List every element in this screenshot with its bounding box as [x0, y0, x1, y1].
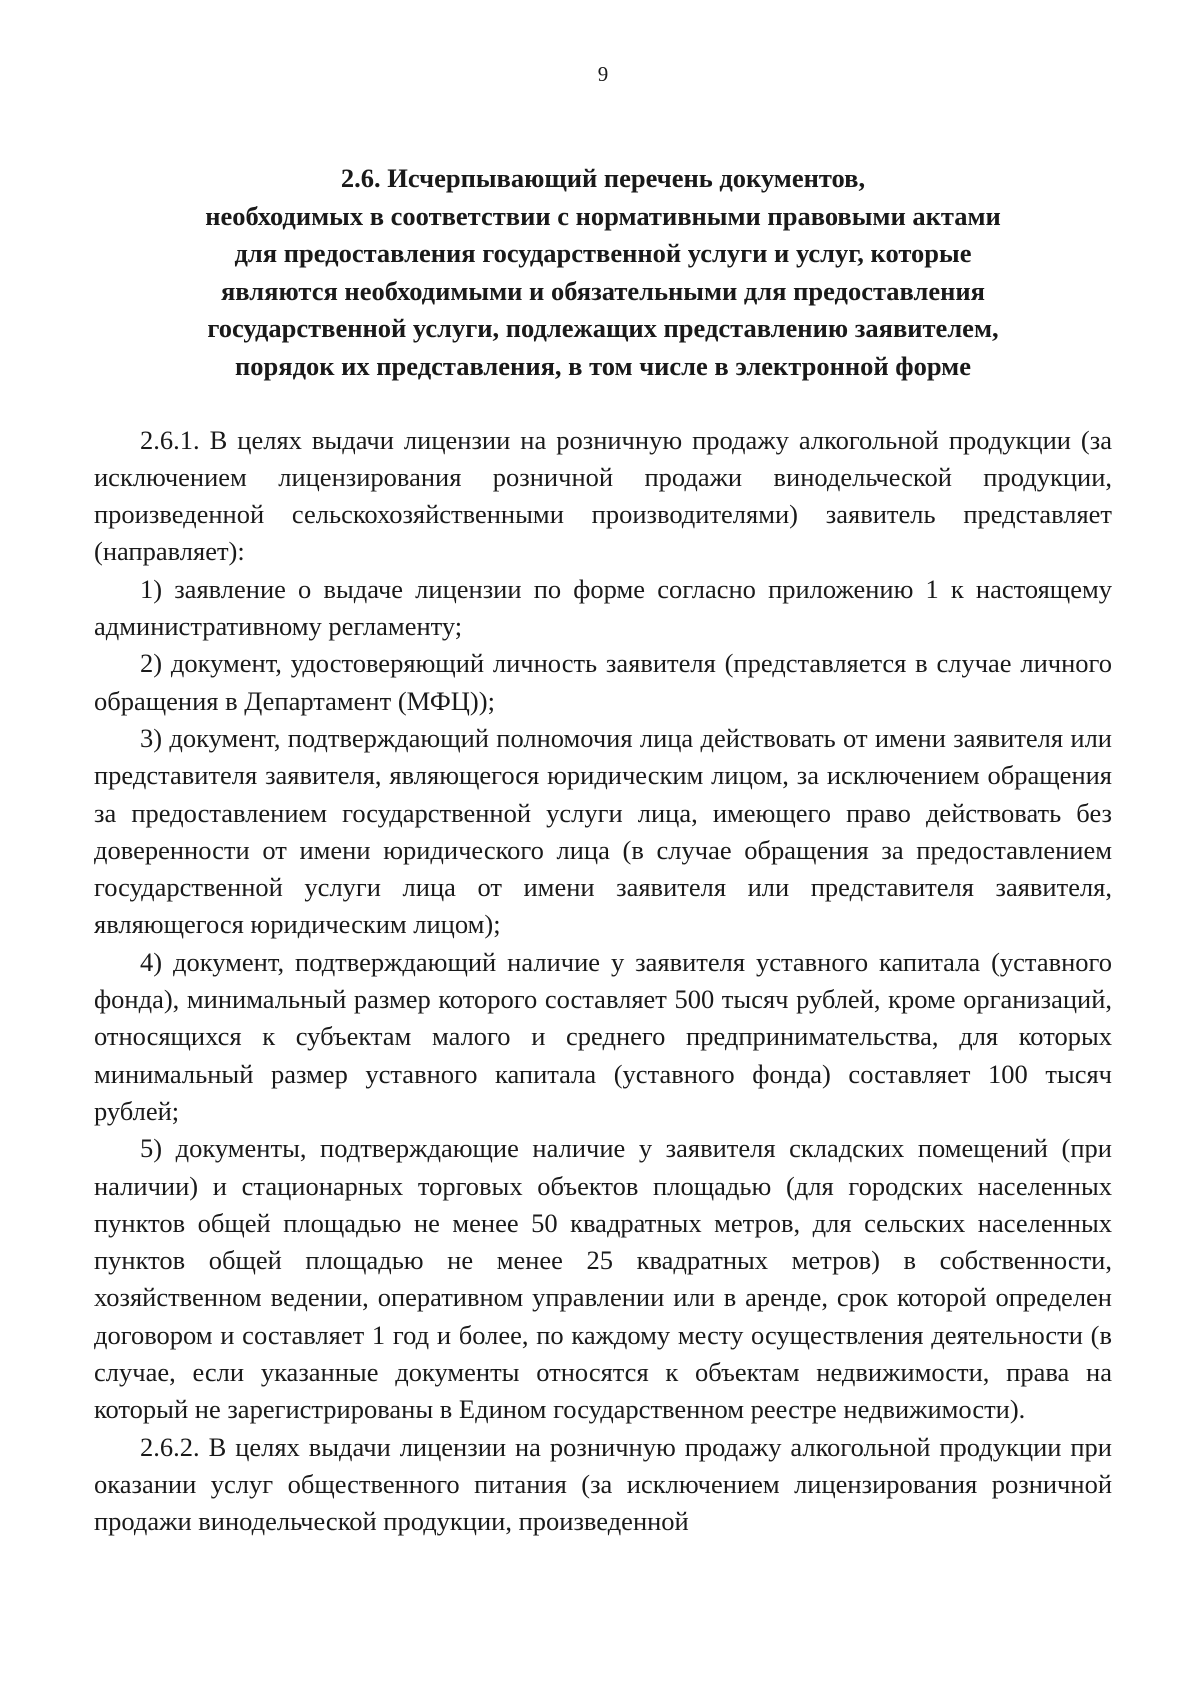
list-item-5: 5) документы, подтверждающие наличие у заявителя складских помещений (при наличии) и стационарных торговых объектов площадью (для городских населенных пунктов общей площадью не менее 50 квадратных метров, для сельских населенных пунктов общей площадью не менее 25 квадратных метров) в собственности, хозяйственном ведении, оперативном управлении или в аренде, срок которой определен договором и составляет 1 год и более, по каждому месту осуществления деятельности (в случае, если указанные документы относятся к объектам недвижимости, права на который не зарегистрированы в Едином государственном реестре недвижимости). — [94, 1133, 1112, 1425]
section-title-line: 2.6. Исчерпывающий перечень документов, — [340, 163, 866, 193]
section-title-line: порядок их представления, в том числе в электронной форме — [235, 350, 971, 381]
list-item-3: 3) документ, подтверждающий полномочия лица действовать от имени заявителя или представителя заявителя, являющегося юридическим лицом, за исключением обращения за предоставлением государственной услуги лица, имеющего право действовать без доверенности от имени юридического лица (в случае обращения за предоставлением государственной услуги лица от имени заявителя или представителя заявителя, являющегося юридическим лицом); — [94, 722, 1112, 940]
section-title-line: являются необходимыми и обязательными для предоставления — [220, 275, 986, 306]
section-title-line: необходимых в соответствии с нормативными правовыми актами — [205, 200, 1001, 231]
list-item-2: 2) документ, удостоверяющий личность заявителя (представляется в случае личного обращения в Департамент (МФЦ)); — [94, 648, 1112, 716]
paragraph-2-6-2: 2.6.2. В целях выдачи лицензии на розничную продажу алкогольной продукции при оказании услуг общественного питания (за исключением лицензирования розничной продажи винодельческой продукции, произведенной — [94, 1431, 1112, 1537]
list-item-4: 4) документ, подтверждающий наличие у заявителя уставного капитала (уставного фонда), минимальный размер которого составляет 500 тысяч рублей, кроме организаций, относящихся к субъектам малого и среднего предпринимательства, для которых минимальный размер уставного капитала (уставного фонда) составляет 100 тысяч рублей; — [94, 946, 1112, 1126]
section-title — [94, 160, 1112, 386]
section-title-line: государственной услуги, подлежащих представлению заявителем, — [207, 313, 999, 344]
page-number: 9 — [597, 62, 609, 86]
body-text — [94, 422, 1112, 1541]
section-title-line: для предоставления государственной услуги и услуг, которые — [234, 238, 972, 269]
list-item-1: 1) заявление о выдаче лицензии по форме согласно приложению 1 к настоящему административному регламенту; — [94, 573, 1112, 642]
paragraph-2-6-1: 2.6.1. В целях выдачи лицензии на розничную продажу алкогольной продукции (за исключением лицензирования розничной продажи винодельческой продукции, произведенной сельскохозяйственными производителями) заявитель представляет (направляет): — [94, 424, 1112, 567]
